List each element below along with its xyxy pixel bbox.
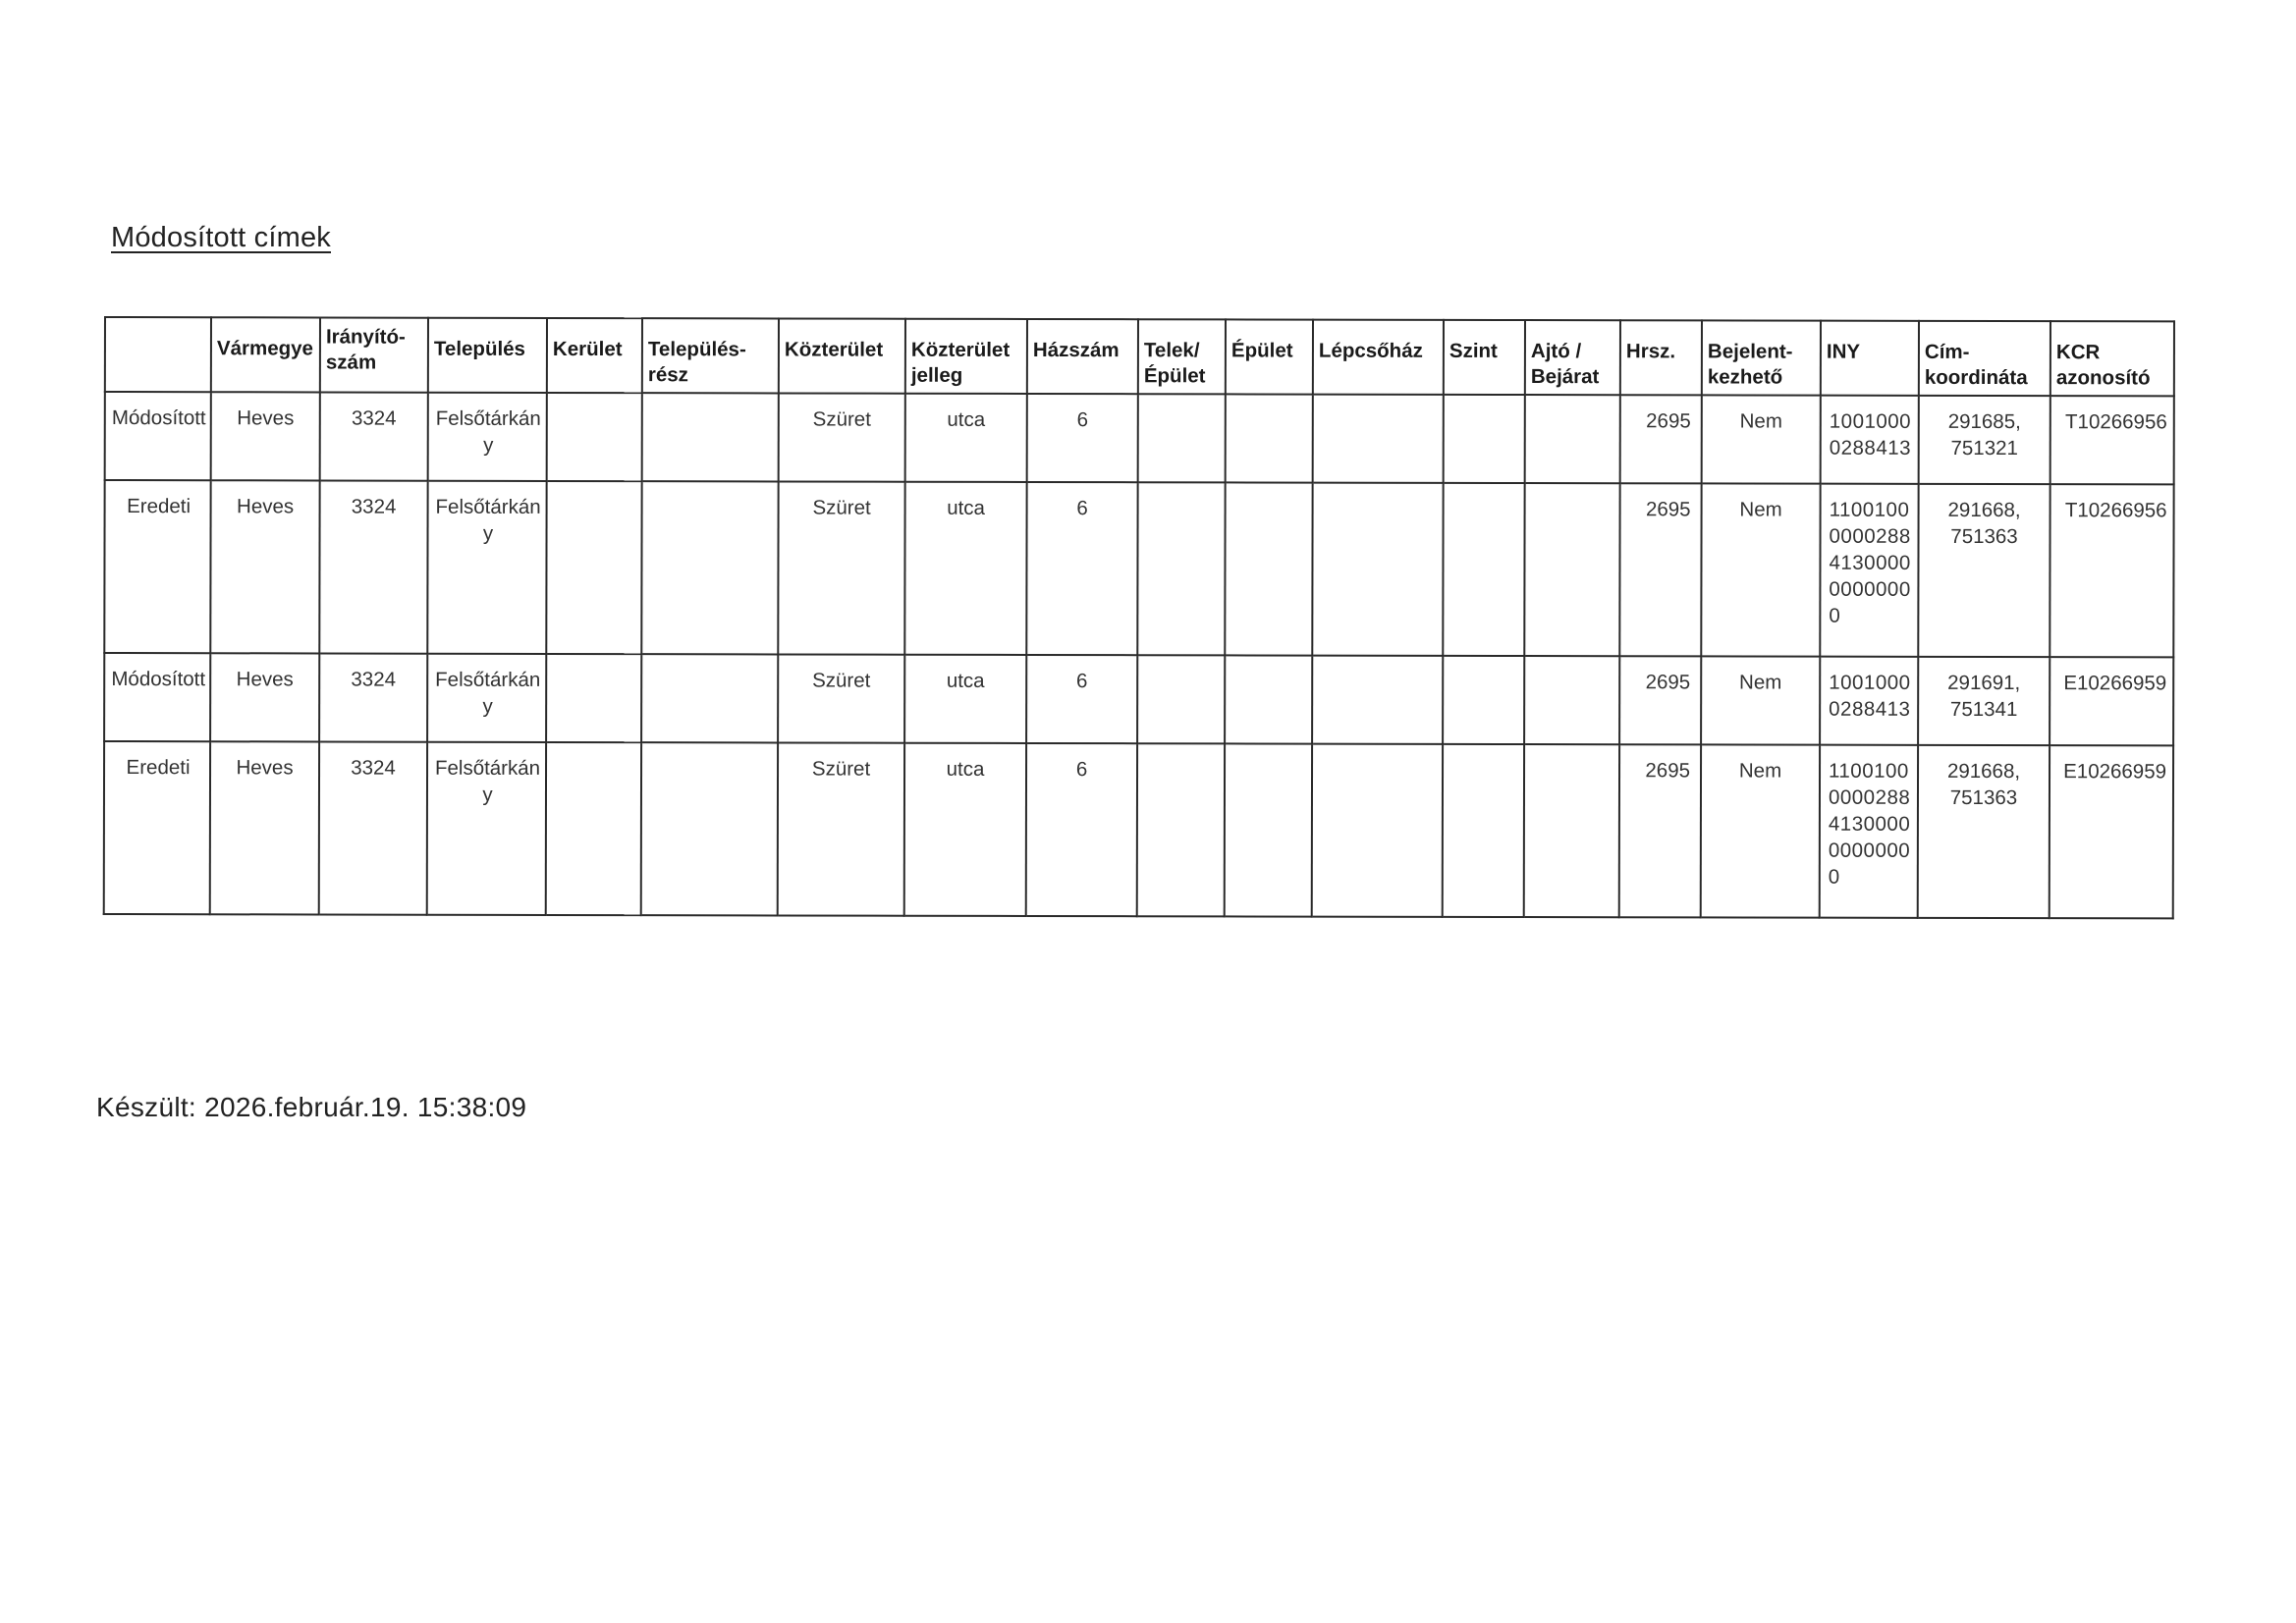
iranyitoszam-cell: 3324 (320, 392, 428, 480)
kozterulet-cell: Szüret (779, 393, 905, 481)
iny-cell: 1001000 0288413 (1821, 396, 1919, 484)
varmegye-cell: Heves (210, 480, 319, 653)
header-kcr-azonosito: KCR azonosító (2050, 321, 2174, 396)
epulet-cell (1225, 655, 1312, 743)
header-szint: Szint (1444, 320, 1525, 395)
ajto-cell (1524, 744, 1619, 917)
iranyitoszam-cell: 3324 (319, 741, 427, 914)
bejelentkezheto-cell: Nem (1701, 656, 1820, 744)
kerulet-cell (547, 393, 642, 481)
kerulet-cell (546, 481, 641, 654)
kozterulet-cell: Szüret (778, 654, 904, 742)
kozterulet-cell: Szüret (778, 742, 904, 915)
telepulesresz-cell (641, 742, 778, 915)
koordinata-cell: 291685, 751321 (1919, 396, 2050, 484)
lepcsohaz-cell (1312, 744, 1443, 917)
telepules-cell: Felsőtárkán y (427, 654, 546, 742)
telek-epulet-cell (1137, 743, 1225, 916)
ajto-cell (1524, 656, 1619, 744)
szint-cell (1443, 483, 1524, 656)
page-title: Módosított címek (111, 222, 331, 253)
lepcsohaz-cell (1313, 395, 1444, 483)
kozterulet-cell: Szüret (778, 481, 904, 654)
header-kozterulet: Közterület (779, 318, 905, 393)
kcr-cell: T10266956 (2050, 484, 2173, 657)
header-kerulet: Kerület (547, 318, 642, 393)
hazszam-cell: 6 (1027, 394, 1138, 482)
hrsz-cell: 2695 (1619, 483, 1701, 656)
epulet-cell (1225, 743, 1312, 916)
bejelentkezheto-cell: Nem (1702, 395, 1821, 483)
iny-cell: 1100100 0000288 4130000 0000000 0 (1820, 484, 1918, 657)
telepules-cell: Felsőtárkán y (427, 742, 546, 915)
telek-epulet-cell (1138, 394, 1226, 482)
bejelentkezheto-cell: Nem (1701, 483, 1820, 656)
varmegye-cell: Heves (210, 653, 319, 741)
table-row (104, 653, 2173, 745)
header-telepulesresz: Település- rész (642, 318, 779, 393)
telepulesresz-cell (641, 481, 778, 654)
ajto-cell (1525, 395, 1620, 483)
address-table (103, 316, 2175, 919)
telepulesresz-cell (641, 654, 778, 742)
header-hrsz: Hrsz. (1620, 320, 1702, 395)
header-varmegye: Vármegye (211, 317, 320, 392)
iranyitoszam-cell: 3324 (319, 480, 427, 653)
hrsz-cell: 2695 (1620, 395, 1702, 483)
bejelentkezheto-cell: Nem (1701, 744, 1820, 917)
szint-cell (1443, 656, 1524, 744)
kcr-cell: E10266959 (2050, 745, 2173, 918)
row-type-cell: Eredeti (104, 741, 210, 914)
lepcsohaz-cell (1312, 483, 1443, 656)
varmegye-cell: Heves (211, 392, 320, 480)
row-type-cell: Módosított (105, 392, 211, 480)
ajto-cell (1524, 483, 1619, 656)
koordinata-cell: 291691, 751341 (1918, 657, 2050, 745)
koordinata-cell: 291668, 751363 (1918, 745, 2050, 918)
table-header-row (105, 317, 2174, 396)
kerulet-cell (546, 742, 641, 915)
header-hazszam: Házszám (1027, 319, 1138, 394)
header-epulet: Épület (1226, 319, 1313, 394)
header-cim-koordinata: Cím- koordináta (1919, 321, 2050, 396)
kcr-cell: E10266959 (2050, 657, 2173, 745)
hazszam-cell: 6 (1026, 655, 1137, 743)
table-row (104, 480, 2173, 657)
telek-epulet-cell (1137, 655, 1225, 743)
telepules-cell: Felsőtárkán y (427, 481, 546, 654)
row-type-cell: Eredeti (104, 480, 210, 653)
jelleg-cell: utca (904, 743, 1026, 916)
table-row (104, 741, 2173, 918)
hrsz-cell: 2695 (1619, 744, 1701, 917)
generated-timestamp: Készült: 2026.február.19. 15:38:09 (96, 1092, 527, 1122)
kcr-cell: T10266956 (2050, 396, 2174, 484)
telepules-cell: Felsőtárkán y (428, 393, 547, 481)
hazszam-cell: 6 (1026, 482, 1137, 655)
header-ajto: Ajtó / Bejárat (1525, 320, 1620, 395)
iny-cell: 1100100 0000288 4130000 0000000 0 (1820, 745, 1918, 918)
lepcsohaz-cell (1312, 656, 1443, 744)
iranyitoszam-cell: 3324 (319, 653, 427, 741)
header-telek-epulet: Telek/ Épület (1138, 319, 1226, 394)
header-lepcsohaz: Lépcsőház (1313, 320, 1444, 395)
kerulet-cell (546, 654, 641, 742)
iny-cell: 1001000 0288413 (1820, 657, 1918, 745)
jelleg-cell: utca (905, 394, 1027, 482)
varmegye-cell: Heves (210, 741, 319, 914)
header-row-type (105, 317, 211, 392)
jelleg-cell: utca (904, 482, 1026, 655)
header-telepules: Település (428, 318, 547, 393)
epulet-cell (1225, 482, 1312, 655)
hazszam-cell: 6 (1026, 743, 1137, 916)
telepulesresz-cell (642, 393, 779, 481)
header-bejelentkezheto: Bejelent- kezhető (1702, 320, 1821, 395)
koordinata-cell: 291668, 751363 (1918, 484, 2050, 657)
telek-epulet-cell (1137, 482, 1225, 655)
jelleg-cell: utca (904, 655, 1026, 743)
szint-cell (1443, 744, 1524, 917)
header-kozterulet-jelleg: Közterület jelleg (905, 319, 1027, 394)
szint-cell (1444, 395, 1525, 483)
header-iny: INY (1821, 321, 1919, 396)
hrsz-cell: 2695 (1619, 656, 1701, 744)
epulet-cell (1226, 394, 1313, 482)
row-type-cell: Módosított (104, 653, 210, 741)
table-row (105, 392, 2174, 484)
header-iranyitoszam: Irányító- szám (320, 317, 428, 392)
